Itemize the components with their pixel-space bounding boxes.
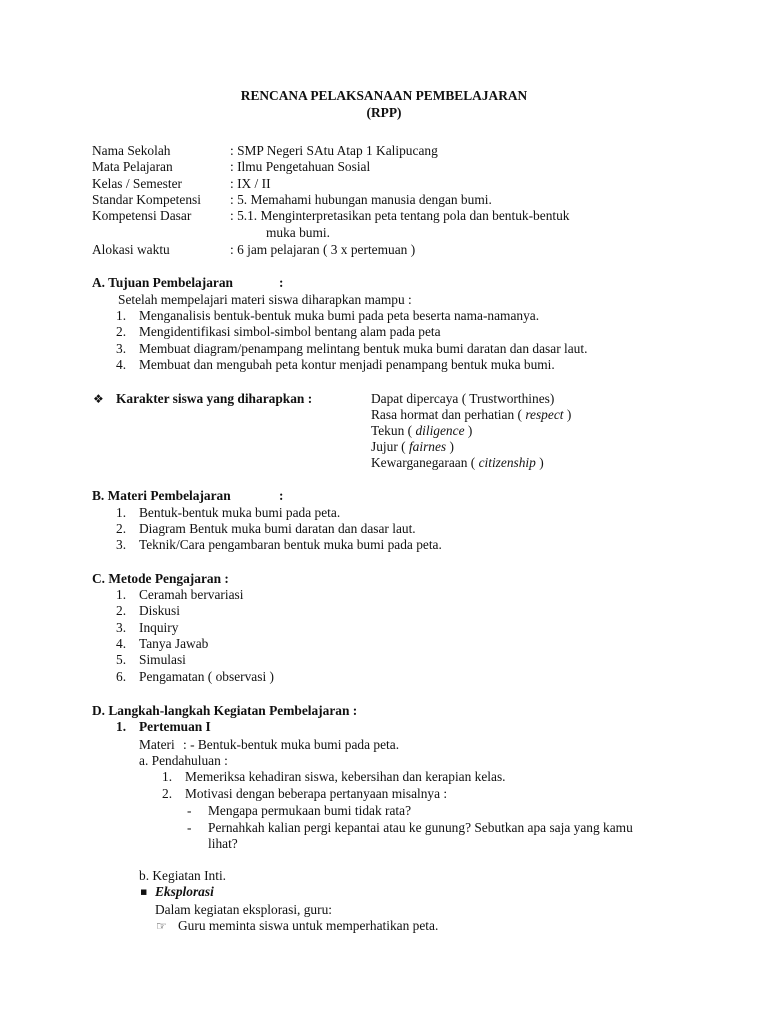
eksplorasi-heading: Eksplorasi: [155, 884, 214, 899]
section-a-intro: Setelah mempelajari materi siswa diharapkan mampu :: [118, 292, 412, 307]
section-d-heading: D. Langkah-langkah Kegiatan Pembelajaran :: [92, 703, 358, 718]
karakter-item: Kewarganegaraan ( citizenship ): [371, 455, 544, 470]
question-item-continued: lihat?: [208, 836, 238, 851]
info-value: : 5.1. Menginterpretasikan peta tentang pola dan bentuk-bentuk: [230, 208, 570, 223]
pendahuluan-heading: a. Pendahuluan :: [139, 753, 228, 768]
info-label: Mata Pelajaran: [92, 159, 173, 174]
karakter-item: Tekun ( diligence ): [371, 423, 473, 438]
list-number: 1.: [116, 587, 127, 602]
list-number: 1.: [116, 308, 127, 323]
list-number: 3.: [116, 620, 127, 635]
list-item: Mengidentifikasi simbol-simbol bentang alam pada peta: [139, 324, 441, 339]
list-item: Membuat diagram/penampang melintang bentuk muka bumi daratan dan dasar laut.: [139, 341, 588, 356]
section-b-heading: B. Materi Pembelajaran: [92, 488, 231, 503]
list-item: Diagram Bentuk muka bumi daratan dan dasar laut.: [139, 521, 416, 536]
list-item: Pengamatan ( observasi ): [139, 669, 274, 684]
section-a-heading: A. Tujuan Pembelajaran: [92, 275, 233, 290]
list-number: 6.: [116, 669, 127, 684]
section-b-colon: :: [279, 488, 284, 503]
pertemuan-number: 1.: [116, 719, 127, 734]
list-number: 3.: [116, 341, 127, 356]
list-item: Menganalisis bentuk-bentuk muka bumi pada peta beserta nama-namanya.: [139, 308, 540, 323]
question-item: Pernahkah kalian pergi kepantai atau ke gunung? Sebutkan apa saja yang kamu: [208, 820, 633, 835]
eksplorasi-item: Guru meminta siswa untuk memperhatikan peta.: [178, 918, 439, 933]
info-value: : SMP Negeri SAtu Atap 1 Kalipucang: [230, 143, 438, 158]
list-item: Teknik/Cara pengambaran bentuk muka bumi pada peta.: [139, 537, 442, 552]
karakter-item: Jujur ( fairnes ): [371, 439, 454, 454]
list-number: 5.: [116, 652, 127, 667]
list-item: Ceramah bervariasi: [139, 587, 244, 602]
document-subtitle: (RPP): [366, 105, 402, 120]
question-item: Mengapa permukaan bumi tidak rata?: [208, 803, 412, 818]
list-item: Bentuk-bentuk muka bumi pada peta.: [139, 505, 341, 520]
info-value: : 6 jam pelajaran ( 3 x pertemuan ): [230, 242, 416, 257]
info-label: Kelas / Semester: [92, 176, 182, 191]
list-number: 2.: [116, 603, 127, 618]
section-a-colon: :: [279, 275, 284, 290]
list-item: Inquiry: [139, 620, 179, 635]
list-item: Simulasi: [139, 652, 186, 667]
list-number: 4.: [116, 636, 127, 651]
karakter-item: Dapat dipercaya ( Trustworthines): [371, 391, 555, 406]
info-label: Alokasi waktu: [92, 242, 170, 257]
materi-value: : - Bentuk-bentuk muka bumi pada peta.: [183, 737, 400, 752]
info-value: : Ilmu Pengetahuan Sosial: [230, 159, 371, 174]
question-dash: -: [187, 820, 192, 835]
info-label: Nama Sekolah: [92, 143, 171, 158]
list-item: Diskusi: [139, 603, 180, 618]
list-number: 3.: [116, 537, 127, 552]
info-value: : 5. Memahami hubungan manusia dengan bumi.: [230, 192, 492, 207]
list-number: 2.: [162, 786, 173, 801]
list-item: Tanya Jawab: [139, 636, 209, 651]
kegiatan-inti-heading: b. Kegiatan Inti.: [139, 868, 227, 883]
document-title: RENCANA PELAKSANAAN PEMBELAJARAN: [240, 88, 528, 103]
karakter-item: Rasa hormat dan perhatian ( respect ): [371, 407, 572, 422]
section-c-heading: C. Metode Pengajaran :: [92, 571, 229, 586]
list-number: 4.: [116, 357, 127, 372]
pointing-hand-icon: ☞: [156, 919, 167, 933]
info-label: Kompetensi Dasar: [92, 208, 192, 223]
diamond-bullet-icon: ❖: [93, 392, 104, 406]
list-item: Motivasi dengan beberapa pertanyaan misalnya :: [185, 786, 448, 801]
karakter-heading: Karakter siswa yang diharapkan :: [116, 391, 313, 406]
info-value-continued: muka bumi.: [266, 225, 330, 240]
pertemuan-heading: Pertemuan I: [139, 719, 211, 734]
question-dash: -: [187, 803, 192, 818]
info-label: Standar Kompetensi: [92, 192, 201, 207]
list-number: 2.: [116, 521, 127, 536]
list-item: Memeriksa kehadiran siswa, kebersihan dan kerapian kelas.: [185, 769, 506, 784]
list-item: Membuat dan mengubah peta kontur menjadi penampang bentuk muka bumi.: [139, 357, 555, 372]
eksplorasi-intro: Dalam kegiatan eksplorasi, guru:: [155, 902, 333, 917]
materi-label: Materi: [139, 737, 175, 752]
list-number: 1.: [116, 505, 127, 520]
square-bullet-icon: ▪: [140, 885, 148, 898]
list-number: 1.: [162, 769, 173, 784]
info-value: : IX / II: [230, 176, 271, 191]
list-number: 2.: [116, 324, 127, 339]
